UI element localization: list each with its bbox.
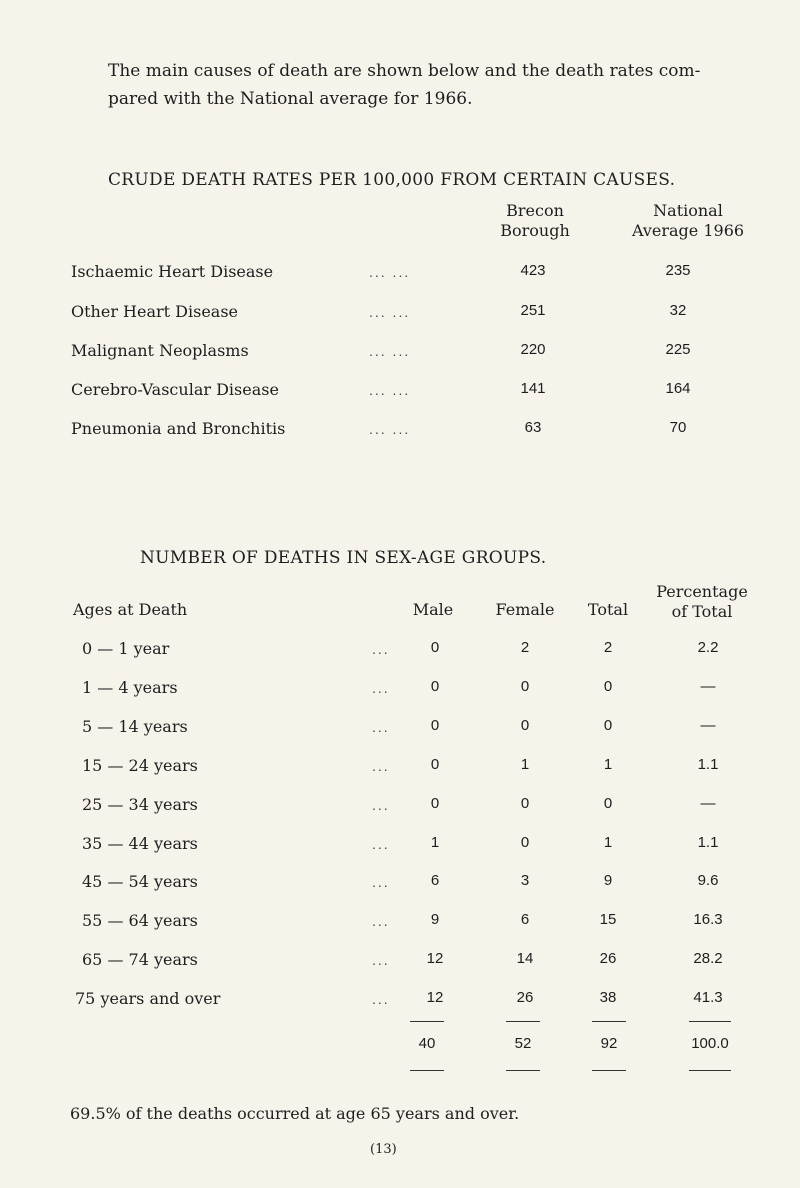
male-value: 12 — [426, 989, 444, 1006]
rates-cause: Malignant Neoplasms — [71, 341, 249, 360]
rates-brecon-value: 251 — [520, 302, 546, 319]
leader-dots: ... ... — [369, 382, 411, 398]
total-value: 1 — [603, 834, 613, 851]
total-value: 2 — [603, 639, 613, 656]
age-group: 0 — 1 year — [82, 639, 170, 658]
rates-national-value: 235 — [665, 262, 691, 279]
male-value: 9 — [430, 911, 440, 928]
leader-dots: ... ... — [369, 304, 411, 320]
total-rule — [689, 1070, 731, 1071]
total-rule — [506, 1070, 540, 1071]
sum-rule — [506, 1021, 540, 1022]
rates-cause: Cerebro-Vascular Disease — [71, 380, 279, 399]
rates-national-value: 225 — [665, 341, 691, 358]
female-header: Female — [495, 600, 555, 619]
leader-dots: ... — [372, 797, 390, 813]
age-header: Ages at Death — [73, 600, 188, 619]
leader-dots: ... ... — [369, 264, 411, 280]
leader-dots: ... — [372, 641, 390, 657]
percentage-value: 1.1 — [697, 834, 719, 851]
rates-national-value: 70 — [669, 419, 687, 436]
sum-rule — [410, 1021, 444, 1022]
percentage-header: Percentage of Total — [656, 582, 748, 621]
intro-line-2: pared with the National average for 1966. — [108, 89, 473, 109]
age-group: 35 — 44 years — [82, 834, 198, 853]
rates-national-value: 32 — [669, 302, 687, 319]
male-value: 6 — [430, 872, 440, 889]
total-value: 38 — [599, 989, 617, 1006]
percentage-value: — — [700, 678, 716, 695]
age-group: 75 years and over — [75, 989, 221, 1008]
age-group: 65 — 74 years — [82, 950, 198, 969]
male-value: 0 — [430, 639, 440, 656]
percentage-value: 41.3 — [693, 989, 723, 1006]
female-value: 3 — [520, 872, 530, 889]
total-value: 9 — [603, 872, 613, 889]
total-value: 0 — [603, 678, 613, 695]
leader-dots: ... — [372, 913, 390, 929]
female-value: 0 — [520, 717, 530, 734]
leader-dots: ... ... — [369, 421, 411, 437]
female-total: 52 — [514, 1035, 532, 1052]
male-value: 12 — [426, 950, 444, 967]
female-value: 6 — [520, 911, 530, 928]
percentage-value: 2.2 — [697, 639, 719, 656]
rates-brecon-value: 141 — [520, 380, 546, 397]
female-value: 0 — [520, 834, 530, 851]
rates-col-national-header: National Average 1966 — [631, 201, 745, 240]
male-total: 40 — [418, 1035, 436, 1052]
age-group: 15 — 24 years — [82, 756, 198, 775]
total-value: 0 — [603, 795, 613, 812]
percentage-value: 9.6 — [697, 872, 719, 889]
leader-dots: ... — [372, 991, 390, 1007]
female-value: 0 — [520, 678, 530, 695]
female-value: 26 — [516, 989, 534, 1006]
total-rule — [410, 1070, 444, 1071]
percentage-total: 100.0 — [691, 1035, 729, 1052]
male-value: 0 — [430, 756, 440, 773]
age-group: 5 — 14 years — [82, 717, 188, 736]
leader-dots: ... — [372, 719, 390, 735]
female-value: 14 — [516, 950, 534, 967]
rates-brecon-value: 63 — [524, 419, 542, 436]
rates-brecon-value: 423 — [520, 262, 546, 279]
rates-col-brecon-header: Brecon Borough — [500, 201, 570, 240]
footer-note: 69.5% of the deaths occurred at age 65 years and over. — [70, 1104, 520, 1123]
leader-dots: ... — [372, 680, 390, 696]
age-group: 25 — 34 years — [82, 795, 198, 814]
male-value: 0 — [430, 795, 440, 812]
percentage-value: — — [700, 717, 716, 734]
total-header: Total — [587, 600, 629, 619]
leader-dots: ... — [372, 758, 390, 774]
female-value: 2 — [520, 639, 530, 656]
page-number: (13) — [370, 1142, 397, 1157]
leader-dots: ... — [372, 836, 390, 852]
age-table-title: NUMBER OF DEATHS IN SEX-AGE GROUPS. — [140, 548, 547, 568]
rates-table-title: CRUDE DEATH RATES PER 100,000 FROM CERTAIN CAUSES. — [108, 170, 676, 190]
rates-brecon-value: 220 — [520, 341, 546, 358]
intro-line-1: The main causes of death are shown below and the death rates com- — [108, 61, 701, 81]
sum-rule — [689, 1021, 731, 1022]
male-value: 1 — [430, 834, 440, 851]
male-value: 0 — [430, 717, 440, 734]
leader-dots: ... — [372, 952, 390, 968]
percentage-value: 1.1 — [697, 756, 719, 773]
male-header: Male — [412, 600, 454, 619]
total-value: 26 — [599, 950, 617, 967]
rates-cause: Ischaemic Heart Disease — [71, 262, 274, 281]
percentage-value: — — [700, 795, 716, 812]
sum-rule — [592, 1021, 626, 1022]
age-group: 45 — 54 years — [82, 872, 198, 891]
rates-cause: Other Heart Disease — [71, 302, 239, 321]
age-group: 55 — 64 years — [82, 911, 198, 930]
total-value: 1 — [603, 756, 613, 773]
grand-total: 92 — [600, 1035, 618, 1052]
leader-dots: ... ... — [369, 343, 411, 359]
female-value: 0 — [520, 795, 530, 812]
female-value: 1 — [520, 756, 530, 773]
percentage-value: 28.2 — [693, 950, 723, 967]
rates-national-value: 164 — [665, 380, 691, 397]
leader-dots: ... — [372, 874, 390, 890]
percentage-value: 16.3 — [693, 911, 723, 928]
male-value: 0 — [430, 678, 440, 695]
total-value: 0 — [603, 717, 613, 734]
total-rule — [592, 1070, 626, 1071]
rates-cause: Pneumonia and Bronchitis — [71, 419, 286, 438]
age-group: 1 — 4 years — [82, 678, 178, 697]
total-value: 15 — [599, 911, 617, 928]
